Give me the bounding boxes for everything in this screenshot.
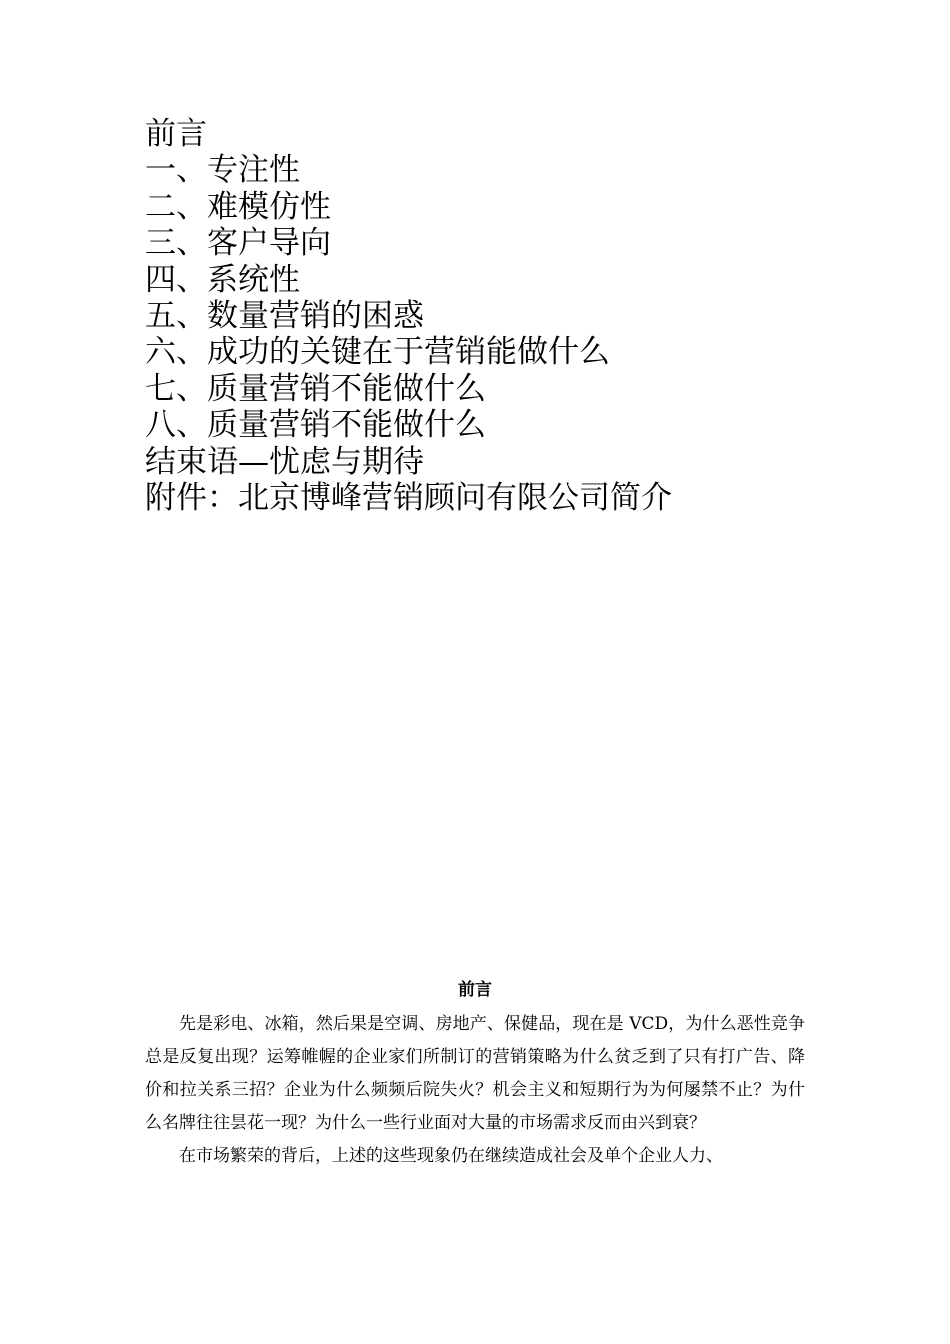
toc-item-preface: 前言 (145, 116, 207, 152)
toc-item-7: 七、质量营销不能做什么 (145, 370, 486, 407)
toc-item-conclusion: 结束语—忧虑与期待 (145, 443, 424, 480)
preface-section (145, 976, 805, 1173)
toc-item-1: 一、专注性 (145, 152, 300, 189)
toc-item-4: 四、系统性 (145, 261, 300, 298)
toc-item-5: 五、数量营销的困惑 (145, 298, 424, 335)
preface-paragraph-2: 在市场繁荣的背后，上述的这些现象仍在继续造成社会及单个企业人力、 (179, 1146, 723, 1166)
toc-item-8: 八、质量营销不能做什么 (145, 407, 486, 444)
toc-item-6: 六、成功的关键在于营销能做什么 (145, 334, 610, 371)
toc-item-appendix: 附件：北京博峰营销顾问有限公司简介 (145, 480, 672, 517)
preface-paragraph-1: 先是彩电、冰箱，然后果是空调、房地产、保健品，现在是 VCD，为什么恶性竞争总是反复出现？运筹帷幄的企业家们所制订的营销策略为什么贫乏到了只有打广告、降价和拉关系三招？企业为什么频频后院失火？机会主义和短期行为为何屡禁不止？为什么名牌往往昙花一现？为什么一些行业面对大量的市场需求反而由兴到衰？ (145, 1014, 805, 1133)
toc-item-3: 三、客户导向 (145, 225, 331, 262)
preface-title: 前言 (458, 980, 492, 1000)
table-of-contents (145, 116, 865, 516)
toc-item-2: 二、难模仿性 (145, 188, 331, 225)
